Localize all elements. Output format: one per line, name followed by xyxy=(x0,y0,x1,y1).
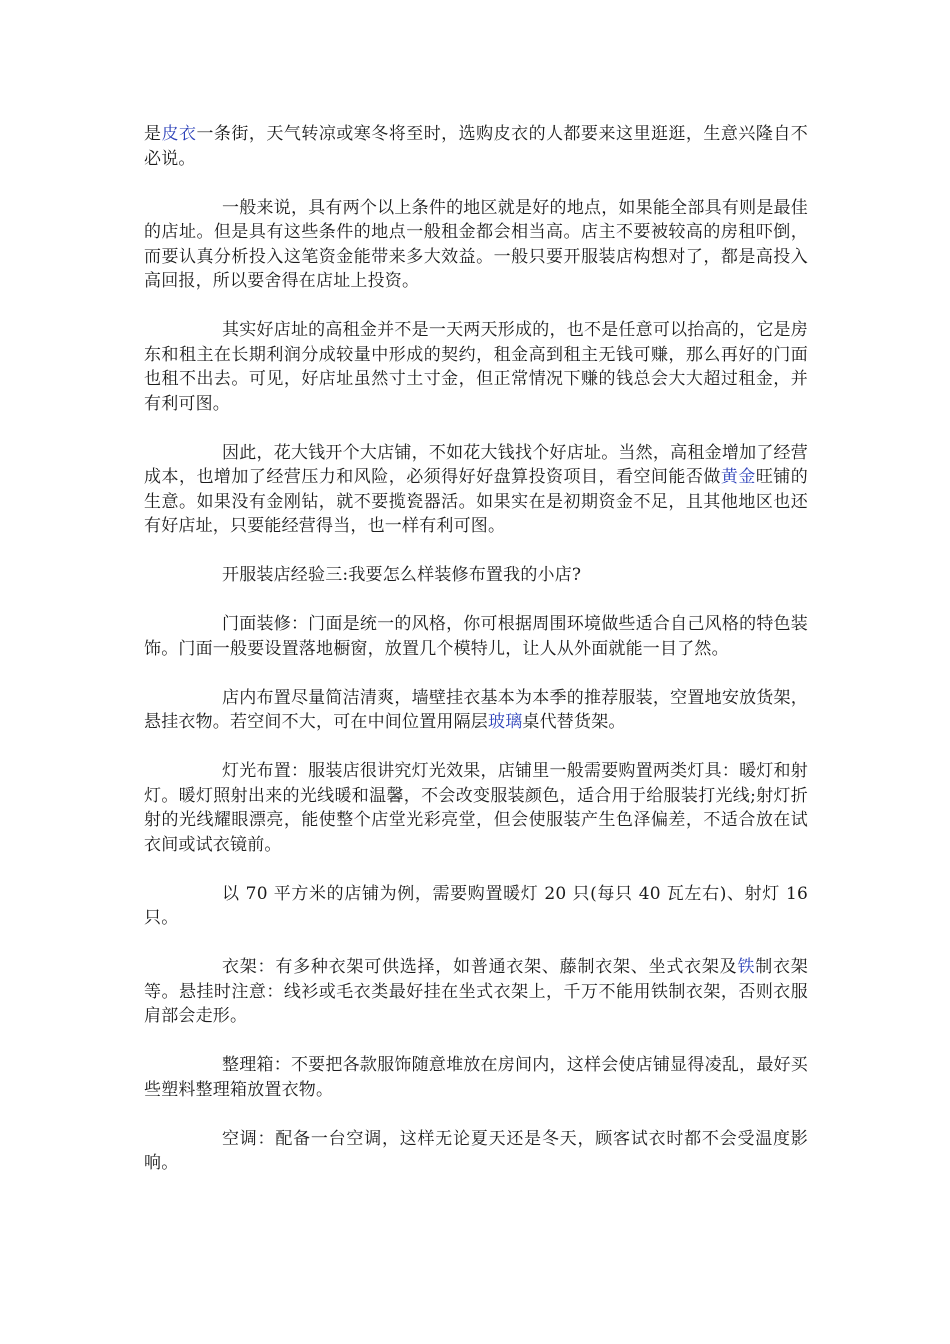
paragraph-6 xyxy=(144,612,808,661)
text-run: 店内布置尽量简洁清爽，墙壁挂衣基本为本季的推荐服装，空置地安放货架，悬挂衣物。若空间不大，可在中间位置用隔层 xyxy=(144,687,808,732)
document-page xyxy=(144,122,808,1200)
paragraph-10 xyxy=(144,955,808,1029)
keyword-link[interactable]: 铁 xyxy=(737,957,756,977)
paragraph-2 xyxy=(144,196,808,294)
text-run: 旺铺的生意。如果没有金刚钻，就不要揽瓷器活。如果实在是初期资金不足，且其他地区也还有好店址，只要能经营得当，也一样有利可图。 xyxy=(144,467,808,536)
text-run: 制衣架等。悬挂时注意：线衫或毛衣类最好挂在坐式衣架上，千万不能用铁制衣架，否则衣服肩部会走形。 xyxy=(144,957,808,1026)
paragraph-8 xyxy=(144,759,808,857)
keyword-link[interactable]: 玻璃 xyxy=(488,712,523,732)
text-run: 以 70 平方米的店铺为例，需要购置暖灯 20 只(每只 40 瓦左右)、射灯 16 只。 xyxy=(144,883,808,928)
paragraph-4 xyxy=(144,441,808,539)
text-run: 因此，花大钱开个大店铺，不如花大钱找个好店址。当然，高租金增加了经营成本，也增加了经营压力和风险，必须得好好盘算投资项目，看空间能否做 xyxy=(144,442,808,487)
paragraph-9 xyxy=(144,882,808,931)
paragraph-1 xyxy=(144,122,808,171)
paragraph-3 xyxy=(144,318,808,416)
text-run: 其实好店址的高租金并不是一天两天形成的，也不是任意可以抬高的，它是房东和租主在长期利润分成较量中形成的契约，租金高到租主无钱可赚，那么再好的门面也租不出去。可见，好店址虽然寸土寸金，但正常情况下赚的钱总会大大超过租金，并有利可图。 xyxy=(144,320,808,414)
paragraph-5 xyxy=(144,563,808,588)
text-run: 门面装修：门面是统一的风格，你可根据周围环境做些适合自己风格的特色装饰。门面一般要设置落地橱窗，放置几个模特儿，让人从外面就能一目了然。 xyxy=(144,614,808,659)
text-run: 桌代替货架。 xyxy=(522,712,626,732)
paragraph-11 xyxy=(144,1053,808,1102)
paragraph-12 xyxy=(144,1127,808,1176)
text-run: 开服装店经验三:我要怎么样装修布置我的小店? xyxy=(222,565,582,585)
text-run: 整理箱：不要把各款服饰随意堆放在房间内，这样会使店铺显得凌乱，最好买些塑料整理箱放置衣物。 xyxy=(144,1055,808,1100)
keyword-link[interactable]: 皮衣 xyxy=(161,124,197,144)
text-run: 灯光布置：服装店很讲究灯光效果，店铺里一般需要购置两类灯具：暖灯和射灯。暖灯照射出来的光线暖和温馨，不会改变服装颜色，适合用于给服装打光线;射灯折射的光线耀眼漂亮，能使整个店堂光彩亮堂，但会使服装产生色泽偏差，不适合放在试衣间或试衣镜前。 xyxy=(144,761,808,855)
text-run: 一般来说，具有两个以上条件的地区就是好的地点，如果能全部具有则是最佳的店址。但是具有这些条件的地点一般租金都会相当高。店主不要被较高的房租吓倒，而要认真分析投入这笔资金能带来多大效益。一般只要开服装店构想对了，都是高投入高回报，所以要舍得在店址上投资。 xyxy=(144,197,808,291)
text-run: 衣架：有多种衣架可供选择，如普通衣架、藤制衣架、坐式衣架及 xyxy=(222,957,738,977)
text-run: 空调：配备一台空调，这样无论夏天还是冬天，顾客试衣时都不会受温度影响。 xyxy=(144,1128,808,1173)
keyword-link[interactable]: 黄金 xyxy=(720,467,756,487)
paragraph-7 xyxy=(144,686,808,735)
text-run: 是 xyxy=(144,124,162,144)
text-run: 一条街，天气转凉或寒冬将至时，选购皮衣的人都要来这里逛逛，生意兴隆自不必说。 xyxy=(144,124,808,169)
